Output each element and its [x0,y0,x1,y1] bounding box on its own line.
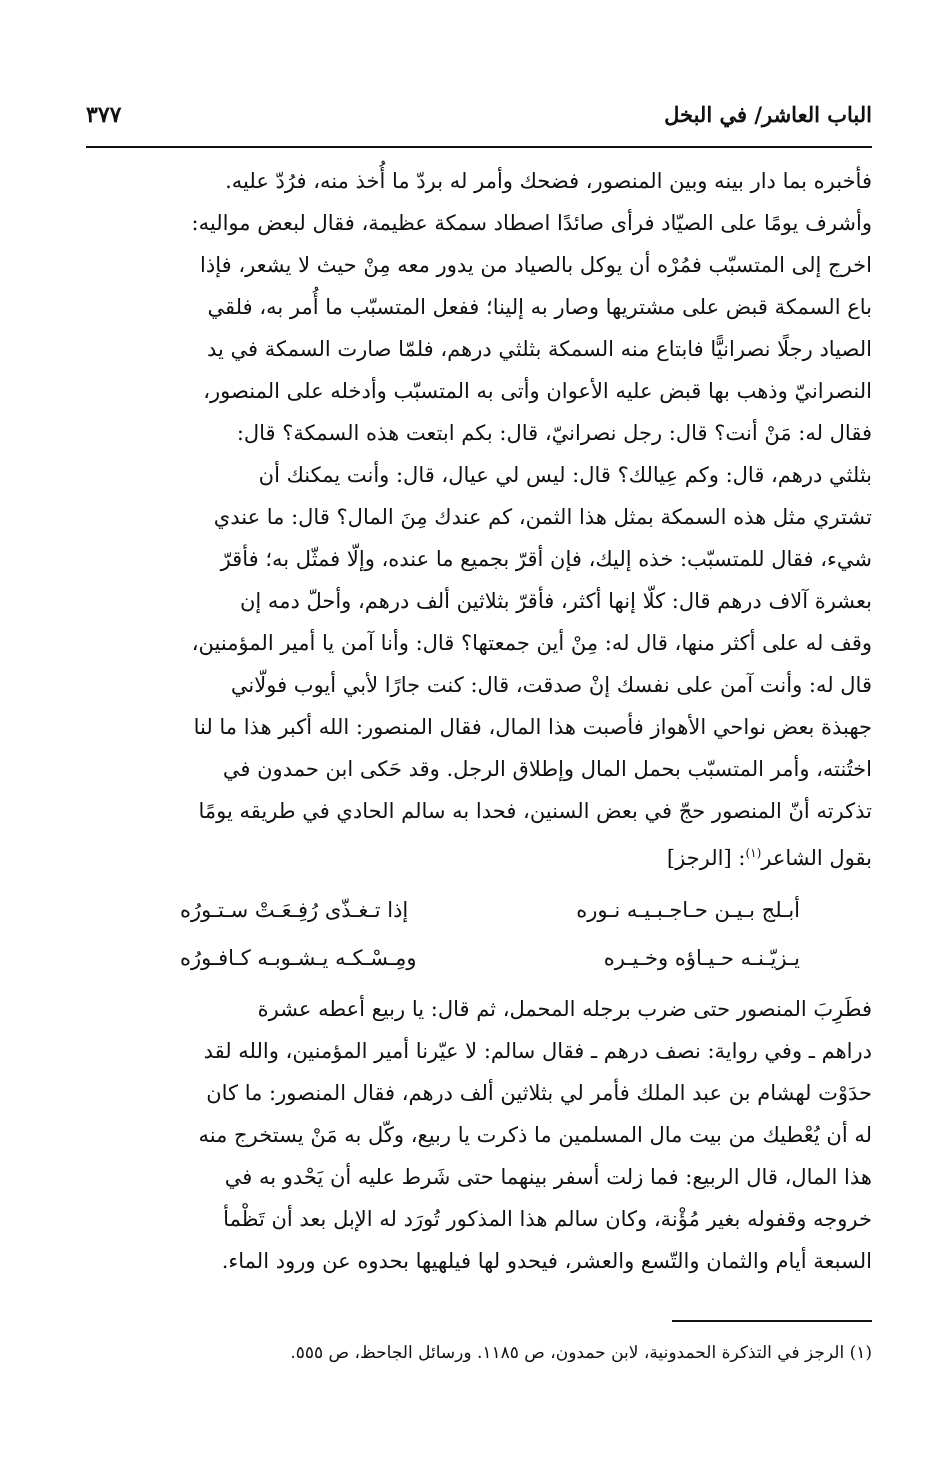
text-line: حدَوْت لهشام بن عبد الملك فأمر لي بثلاثين ألف درهم، فقال المنصور: ما كان [206,1081,872,1105]
hemistich-first: يـزيّـنـه حـيـاؤه وخـيـره [603,946,800,970]
main-text-block [86,160,872,879]
text-line: قال له: وأنت آمن على نفسك إنْ صدقت، قال: كنت جارًا لأبي أيوب فولّاني [230,673,872,697]
text-line: النصرانيّ وذهب بها قبض عليه الأعوان وأتى به المتسبّب وأدخله على المنصور، [203,379,872,403]
text-line: الصياد رجلًا نصرانيًّا فابتاع منه السمكة بثلثي درهم، فلمّا صارت السمكة في يد [206,337,872,361]
text-line: خروجه وقفوله بغير مُؤْنة، وكان سالم هذا المذكور تُورَد له الإبل بعد أن تَظْمأ [223,1207,872,1231]
text-line: دراهم ـ وفي رواية: نصف درهم ـ فقال سالم: لا عيّرنا أمير المؤمنين، والله لقد [203,1039,872,1063]
text-fragment: بقول الشاعر [761,846,872,870]
text-line: تذكرته أنّ المنصور حجّ في بعض السنين، فحدا به سالم الحادي في طريقه يومًا [198,799,872,823]
running-header [86,96,872,148]
chapter-title: الباب العاشر/ في البخل [664,102,872,127]
text-line: اختُنته، وأمر المتسبّب بحمل المال وإطلاق الرجل. وقد حَكى ابن حمدون في [222,757,872,781]
text-line: باع السمكة قبض على مشتريها وصار به إلينا؛ ففعل المتسبّب ما أُمر به، فلقي [207,295,872,319]
text-line-last [86,832,872,879]
hemistich-second: ومِـسْـكـه يـشـوبـه كـافـورُه [180,946,417,970]
text-line: بثلثي درهم، قال: وكم عِيالك؟ قال: ليس لي عيال، قال: وأنت يمكنك أن [258,463,872,487]
text-line: بعشرة آلاف درهم قال: كلّا إنها أكثر، فأقرّ بثلاثين ألف درهم، وأحلّ دمه إن [240,589,872,613]
text-line: تشتري مثل هذه السمكة بمثل هذا الثمن، كم عندك مِنَ المال؟ قال: ما عندي [213,505,872,529]
hemistich-second: إذا تـغـذّى رُفِـعَـتْ سـتـورُه [180,898,409,922]
text-line: السبعة أيام والثمان والتّسع والعشر، فيحدو لها فيلهيها بحدوه عن ورود الماء. [221,1249,872,1273]
text-fragment: : [الرجز] [666,846,746,870]
text-line: فأخبره بما دار بينه وبين المنصور، فضحك وأمر له بردّ ما أُخذ منه، فرُدّ عليه. [225,169,872,193]
poem-verse [180,934,800,982]
text-line: وقف له على أكثر منها، قال له: مِنْ أين جمعتها؟ قال: وأنا آمن يا أمير المؤمنين، [191,631,872,655]
page-number: ٣٧٧ [86,102,122,128]
continuation-text-block [86,988,872,1282]
footnote: (١) الرجز في التذكرة الحمدونية، لابن حمدون، ص ١١٨٥. ورسائل الجاحظ، ص ٥٥٥. [290,1343,872,1363]
poem-block [180,886,800,982]
hemistich-first: أبـلج بـيـن حـاجـبـيـه نـوره [576,898,800,922]
text-line: جهبذة بعض نواحي الأهواز فأصبت هذا المال، فقال المنصور: الله أكبر هذا ما لنا [193,715,872,739]
text-line: فطَرِبَ المنصور حتى ضرب برجله المحمل، ثم قال: يا ربيع أعطه عشرة [257,997,872,1021]
text-line: هذا المال، قال الربيع: فما زلت أسفر بينهما حتى شَرط عليه أن يَحْدو به في [224,1165,872,1189]
text-line: فقال له: مَنْ أنت؟ قال: رجل نصرانيّ، قال: بكم ابتعت هذه السمكة؟ قال: [236,421,872,445]
poem-verse [180,886,800,934]
footnote-reference[interactable]: (١) [745,846,762,860]
text-line: له أن يُعْطيك من بيت مال المسلمين ما ذكرت يا ربيع، وكّل به مَنْ يستخرج منه [198,1123,872,1147]
text-line: شيء، فقال للمتسبّب: خذه إليك، فإن أقرّ بجميع ما عنده، وإلّا فمثّل به؛ فأقرّ [220,547,872,571]
text-line: اخرج إلى المتسبّب فمُرْه أن يوكل بالصياد من يدور معه مِنْ حيث لا يشعر، فإذا [200,253,872,277]
text-line: وأشرف يومًا على الصيّاد فرأى صائدًا اصطاد سمكة عظيمة، فقال لبعض مواليه: [191,211,872,235]
footnote-divider [672,1320,872,1322]
